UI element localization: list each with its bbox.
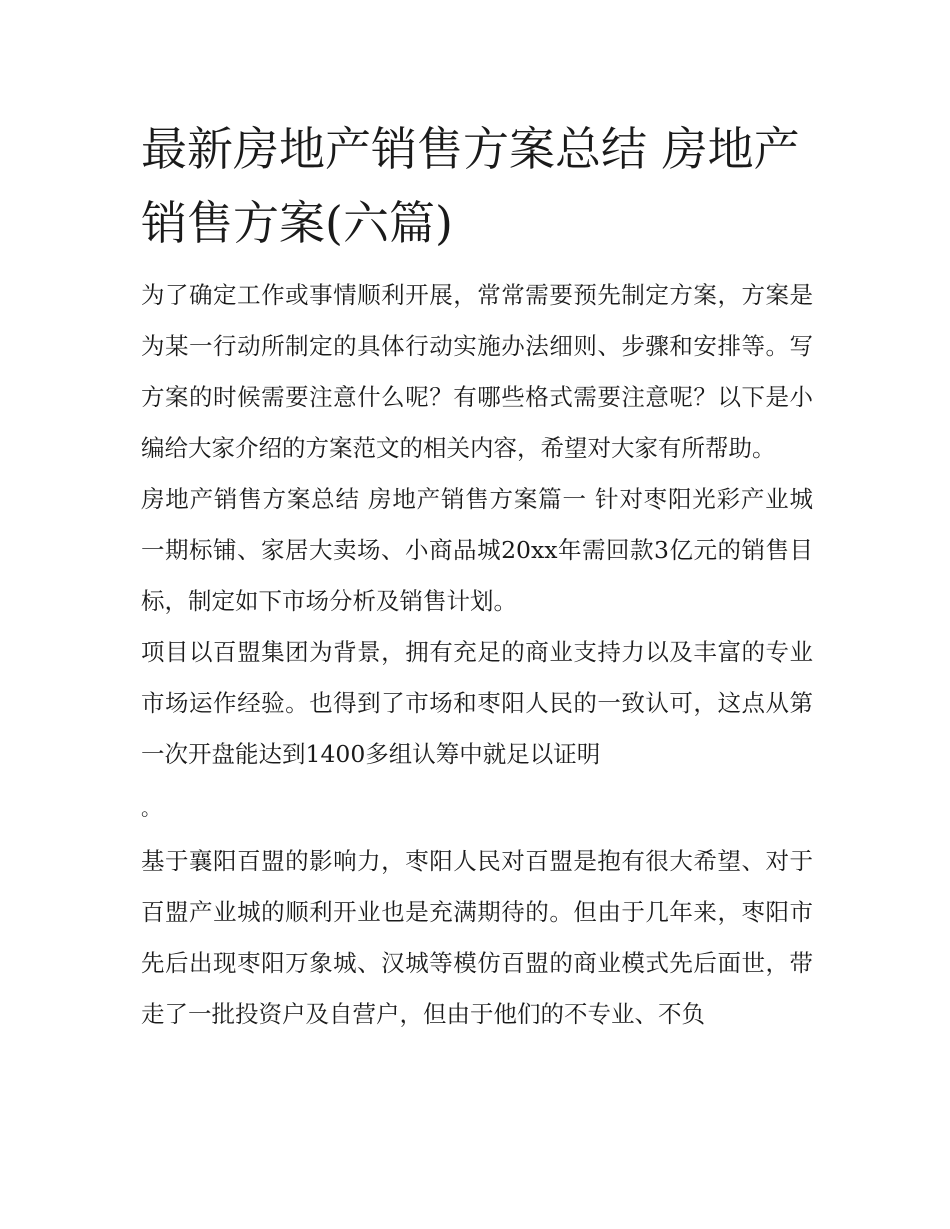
paragraph-stray-period: 。 <box>141 796 161 820</box>
paragraph-project-background: 项目以百盟集团为背景，拥有充足的商业支持力以及丰富的专业市场运作经验。也得到了市场和枣阳人民的一致认可，这点从第一次开盘能达到1400多组认筹中就足以证明 <box>141 638 813 768</box>
paragraph-market-influence: 基于襄阳百盟的影响力，枣阳人民对百盟是抱有很大希望、对于百盟产业城的顺利开业也是充满期待的。但由于几年来，枣阳市先后出现枣阳万象城、汉城等模仿百盟的商业模式先后面世，带走了一批投资户及自营户，但由于他们的不专业、不负 <box>141 847 813 1028</box>
document-body <box>141 112 813 1040</box>
document-title: 最新房地产销售方案总结 房地产销售方案(六篇) <box>141 122 800 250</box>
paragraph-intro: 为了确定工作或事情顺利开展，常常需要预先制定方案，方案是为某一行动所制定的具体行动实施办法细则、步骤和安排等。写方案的时候需要注意什么呢？有哪些格式需要注意呢？以下是小编给大家介绍的方案范文的相关内容，希望对大家有所帮助。 <box>141 281 813 462</box>
paragraph-section-one: 房地产销售方案总结 房地产销售方案篇一 针对枣阳光彩产业城一期标铺、家居大卖场、小商品城20xx年需回款3亿元的销售目标，制定如下市场分析及销售计划。 <box>141 485 813 615</box>
